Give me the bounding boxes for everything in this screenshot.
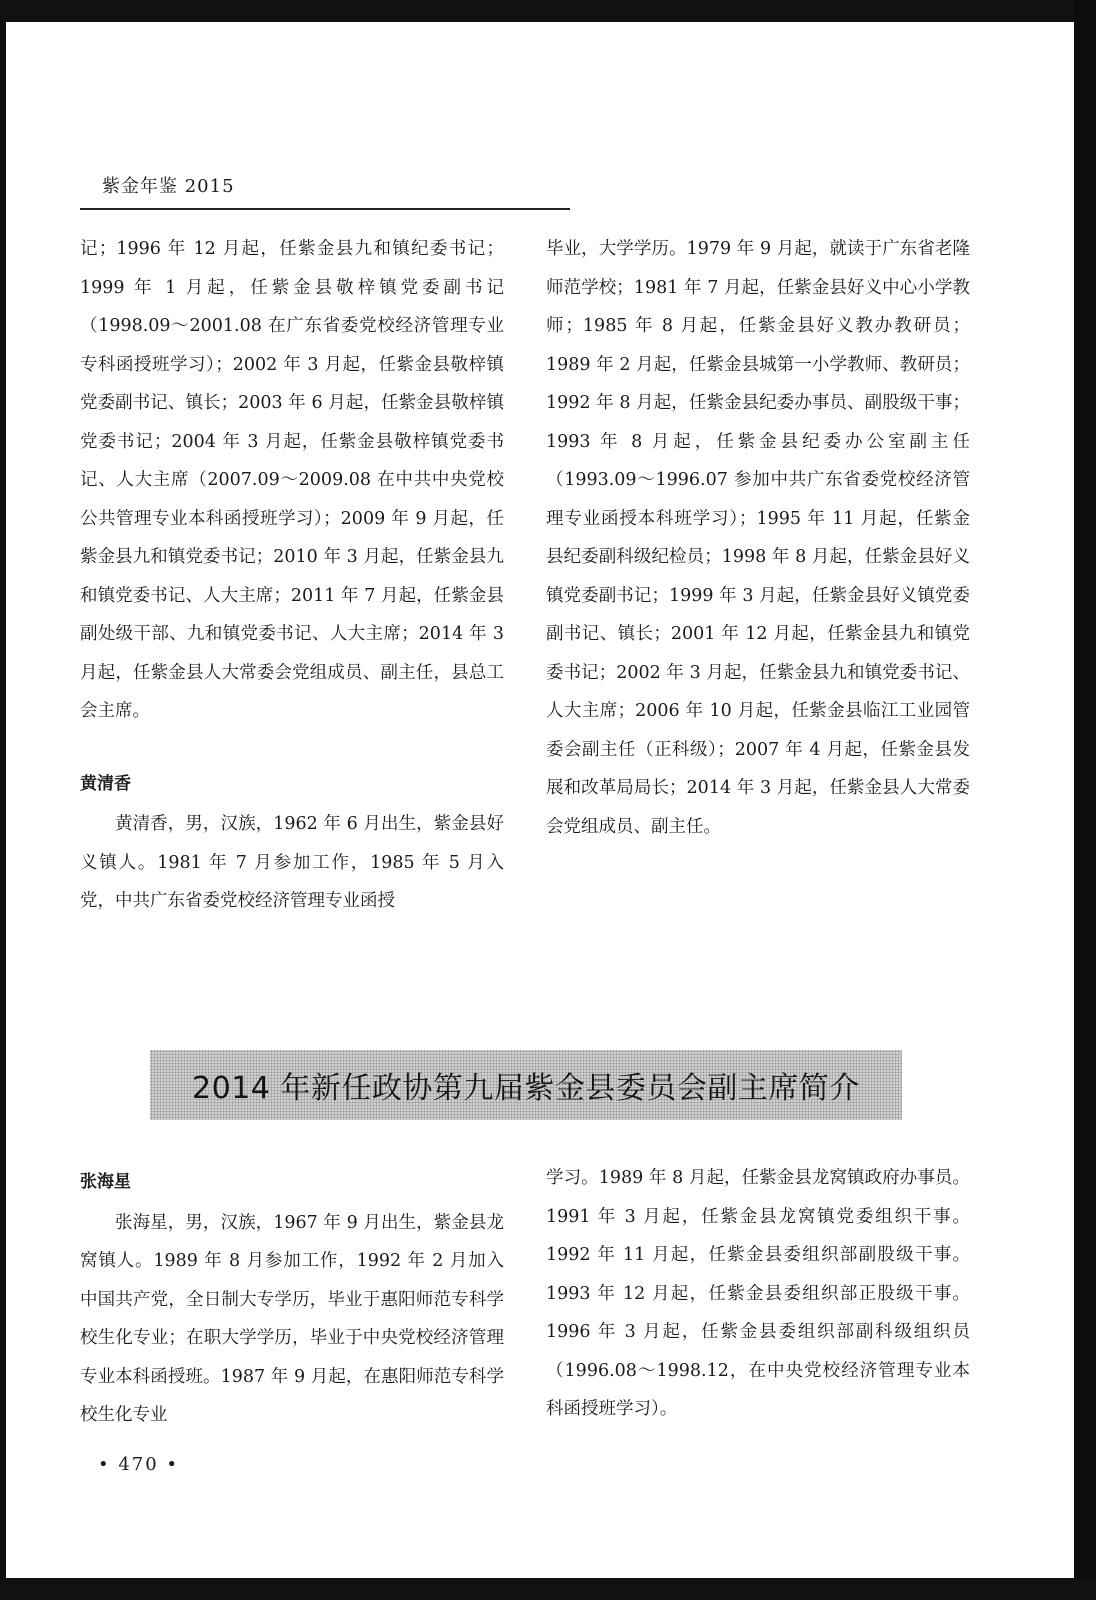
person-bio-paragraph: 张海星，男，汉族，1967 年 9 月出生，紫金县龙窝镇人。1989 年 8 月参加工作，1992 年 2 月加入中国共产党，全日制大专学历，毕业于惠阳师范专科学校生化专业；在职大学学历，毕业于中央党校经济管理专业本科函授班。1987 年 9 月起，在惠阳师范专科学校生化专业 — [80, 1212, 504, 1425]
section-title-banner — [150, 1050, 902, 1120]
running-title: 紫金年鉴 2015 — [102, 176, 235, 197]
bio-continuation-paragraph: 记；1996 年 12 月起，任紫金县九和镇纪委书记；1999 年 1 月起，任紫金县敬梓镇党委副书记（1998.09～2001.08 在广东省委党校经济管理专业专科函授班学习）；2002 年 3 月起，任紫金县敬梓镇党委副书记、镇长；2003 年 6 月起，任紫金县敬梓镇党委书记；2004 年 3 月起，任紫金县敬梓镇党委书记、人大主席（2007.09～2009.08 在中共中央党校公共管理专业本科函授班学习）；2009 年 9 月起，任紫金县九和镇党委书记；2010 年 3 月起，任紫金县九和镇党委书记、人大主席；2011 年 7 月起，任紫金县副处级干部、九和镇党委书记、人大主席；2014 年 3 月起，任紫金县人大常委会党组成员、副主任，县总工会主席。 — [80, 239, 504, 721]
scan-border-top — [0, 0, 1096, 22]
bio-continuation-paragraph: 毕业，大学学历。1979 年 9 月起，就读于广东省老隆师范学校；1981 年 7 月起，任紫金县好义中心小学教师；1985 年 8 月起，任紫金县好义教办教研员；1989 年 2 月起，任紫金县城第一小学教师、教研员；1992 年 8 月起，任紫金县纪委办事员、副股级干事；1993 年 8 月起，任紫金县纪委办公室副主任（1993.09～1996.07 参加中共广东省委党校经济管理专业函授本科班学习）；1995 年 11 月起，任紫金县纪委副科级纪检员；1998 年 8 月起，任紫金县好义镇党委副书记；1999 年 3 月起，任紫金县好义镇党委副书记、镇长；2001 年 12 月起，任紫金县九和镇党委书记；2002 年 3 月起，任紫金县九和镇党委书记、人大主席；2006 年 10 月起，任紫金县临江工业园管委会副主任（正科级）；2007 年 4 月起，任紫金县发展和改革局局长；2014 年 3 月起，任紫金县人大常委会党组成员、副主任。 — [546, 239, 970, 837]
scan-border-bottom — [0, 1578, 1096, 1600]
scan-border-left — [0, 0, 6, 1600]
upper-left-column — [80, 230, 504, 921]
scan-border-right — [1074, 0, 1096, 1600]
section-title: 2014 年新任政协第九届紫金县委员会副主席简介 — [192, 1071, 860, 1106]
lower-left-column — [80, 1163, 504, 1435]
person-name-heading: 张海星 — [80, 1172, 131, 1192]
header-rule — [80, 208, 570, 210]
lower-right-column — [546, 1159, 970, 1429]
page-number: • 470 • — [98, 1454, 180, 1475]
bio-continuation-paragraph: 学习。1989 年 8 月起，任紫金县龙窝镇政府办事员。1991 年 3 月起，任紫金县龙窝镇党委组织干事。1992 年 11 月起，任紫金县委组织部副股级干事。1993 年 12 月起，任紫金县委组织部正股级干事。1996 年 3 月起，任紫金县委组织部副科级组织员（1996.08～1998.12，在中央党校经济管理专业本科函授班学习）。 — [546, 1168, 970, 1419]
person-name-heading: 黄清香 — [80, 773, 131, 794]
upper-right-column — [546, 230, 970, 846]
person-bio-paragraph: 黄清香，男，汉族，1962 年 6 月出生，紫金县好义镇人。1981 年 7 月参加工作，1985 年 5 月入党，中共广东省委党校经济管理专业函授 — [80, 814, 504, 911]
